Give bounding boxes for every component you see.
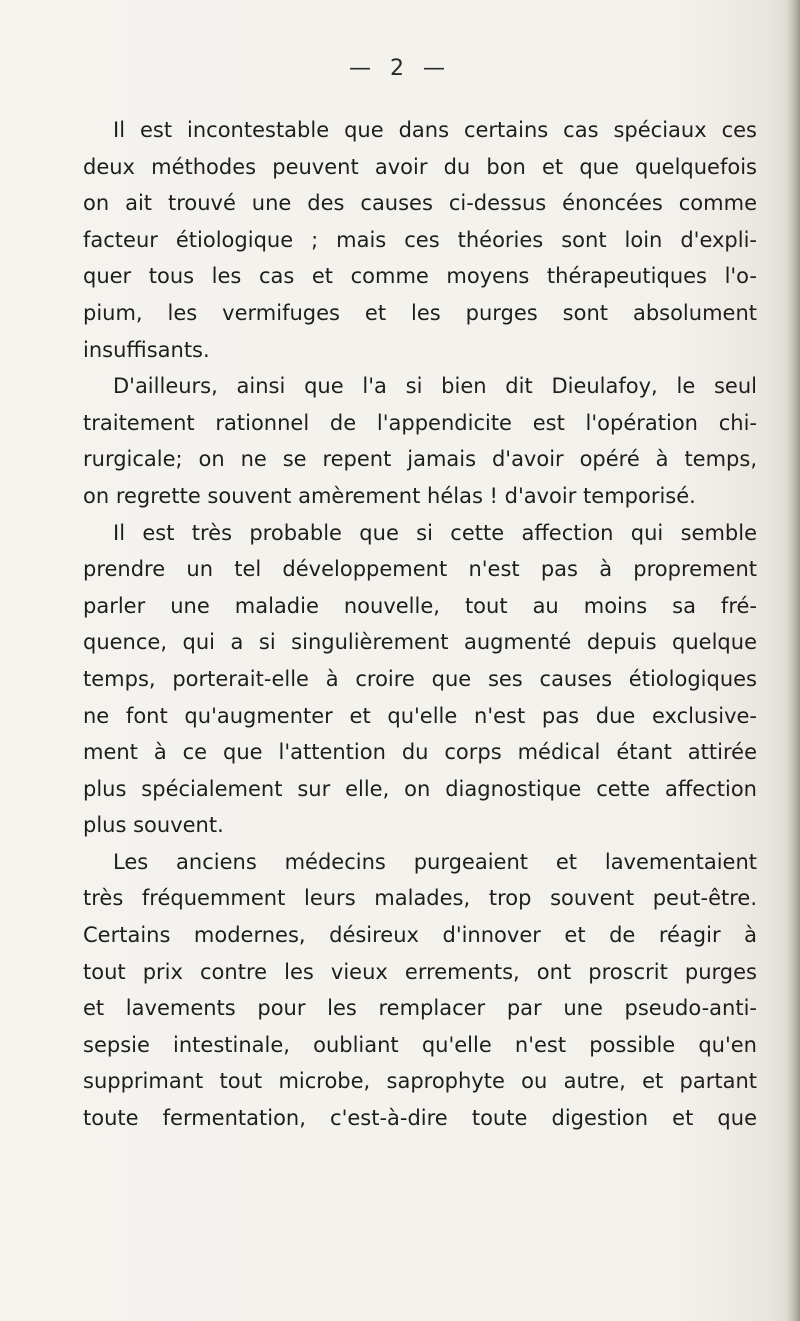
text-line: quence, qui a si singulièrement augmenté depuis quelque xyxy=(83,630,757,655)
text-line: tout prix contre les vieux errements, ont proscrit purges xyxy=(83,959,757,984)
page-number: — 2 — xyxy=(349,56,451,81)
text-line: Certains modernes, désireux d'innover et de réagir à xyxy=(83,923,757,948)
text-line: parler une maladie nouvelle, tout au moins sa fré- xyxy=(83,593,757,618)
text-line: traitement rationnel de l'appendicite est l'opération chi- xyxy=(83,410,757,435)
text-line: insuffisants. xyxy=(83,337,210,362)
text-line: on ait trouvé une des causes ci-dessus énoncées comme xyxy=(83,191,757,216)
text-line: pium, les vermifuges et les purges sont absolument xyxy=(83,300,757,325)
text-line: ment à ce que l'attention du corps médical étant attirée xyxy=(83,740,757,765)
text-line: temps, porterait-elle à croire que ses causes étiologiques xyxy=(83,666,757,691)
text-line: toute fermentation, c'est-à-dire toute digestion et que xyxy=(83,1106,757,1131)
text-line: Il est incontestable que dans certains cas spéciaux ces xyxy=(113,118,757,142)
paragraph-4 xyxy=(83,844,757,1137)
text-line: on regrette souvent amèrement hélas ! d'avoir temporisé. xyxy=(83,483,696,508)
text-line: Les anciens médecins purgeaient et lavementaient xyxy=(113,849,757,874)
text-line: plus souvent. xyxy=(83,813,224,838)
text-line: plus spécialement sur elle, on diagnostique cette affection xyxy=(83,776,757,801)
text-line: ne font qu'augmenter et qu'elle n'est pas due exclusive- xyxy=(83,703,757,728)
text-line: D'ailleurs, ainsi que l'a si bien dit Dieulafoy, le seul xyxy=(113,374,757,399)
page-edge-shadow xyxy=(786,0,800,1321)
text-line: prendre un tel développement n'est pas à proprement xyxy=(83,557,757,582)
text-line: très fréquemment leurs malades, trop souvent peut-être. xyxy=(83,886,757,911)
text-line: Il est très probable que si cette affection qui semble xyxy=(113,520,757,545)
paragraph-3 xyxy=(83,515,757,844)
text-line: facteur étiologique ; mais ces théories sont loin d'expli- xyxy=(83,227,757,252)
text-line: sepsie intestinale, oubliant qu'elle n'est possible qu'en xyxy=(83,1032,757,1057)
text-line: deux méthodes peuvent avoir du bon et que quelquefois xyxy=(83,154,757,179)
text-line: et lavements pour les remplacer par une pseudo-anti- xyxy=(83,996,757,1021)
body-text xyxy=(83,112,757,1137)
paragraph-2 xyxy=(83,368,757,514)
paragraph-1 xyxy=(83,112,757,368)
text-line: supprimant tout microbe, saprophyte ou autre, et partant xyxy=(83,1069,757,1094)
text-line: rurgicale; on ne se repent jamais d'avoir opéré à temps, xyxy=(83,447,757,472)
text-line: quer tous les cas et comme moyens thérapeutiques l'o- xyxy=(83,264,757,289)
